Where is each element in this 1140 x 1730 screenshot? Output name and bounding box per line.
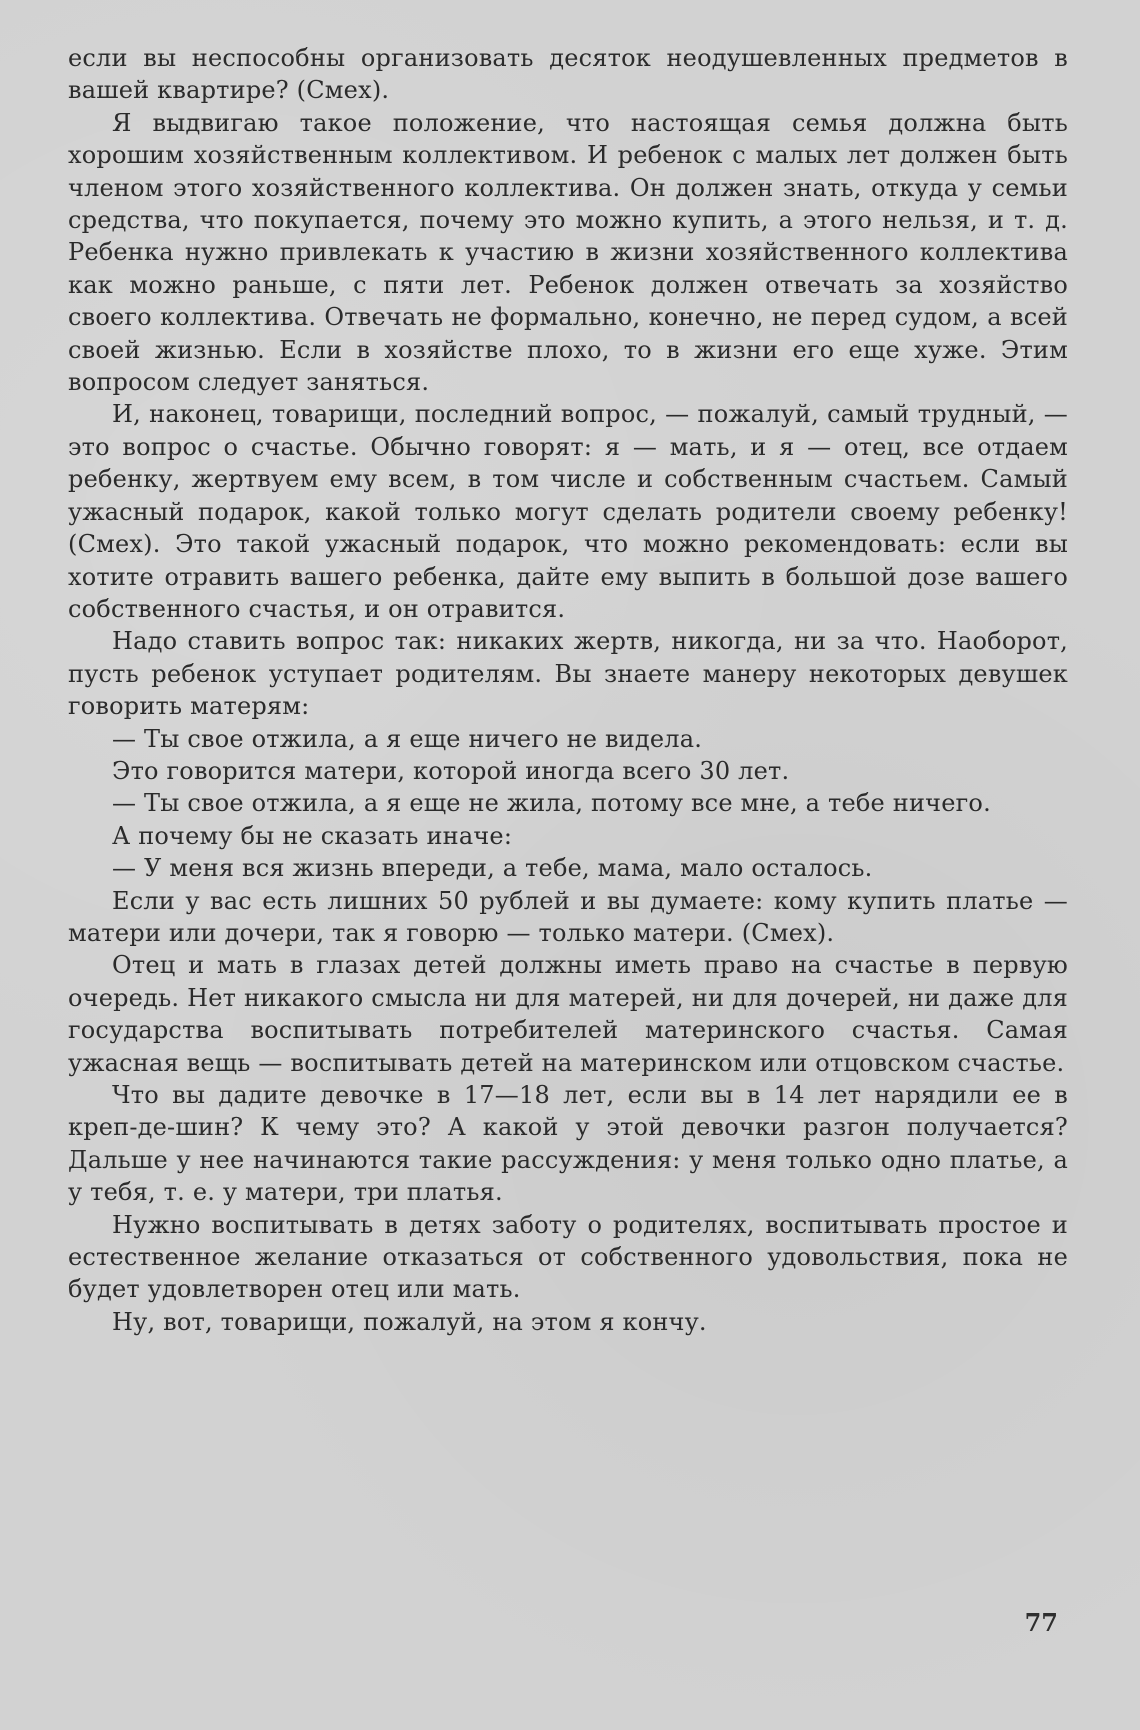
paragraph: Я выдвигаю такое положение, что настоящая семья должна быть хорошим хозяйственным коллективом. И ребенок с малых лет должен быть членом этого хозяйственного коллектива. Он должен знать, откуда у семьи средства, что покупается, почему это можно купить, а этого нельзя, и т. д. Ребенка нужно привлекать к участию в жизни хозяйственного коллектива как можно раньше, с пяти лет. Ребенок должен отвечать за хозяйство своего коллектива. Отвечать не формально, конечно, не перед судом, а всей своей жизнью. Если в хозяйстве плохо, то в жизни его еще хуже. Этим вопросом следует заняться. [68, 108, 1068, 397]
paragraph: Что вы дадите девочке в 17—18 лет, если вы в 14 лет нарядили ее в креп-де-шин? К чему это? А какой у этой девочки разгон получается? Дальше у нее начинаются такие рассуждения: у меня только одно платье, а у тебя, т. е. у матери, три платья. [68, 1081, 1068, 1207]
dialogue-line: — Ты свое отжила, а я еще ничего не видела. [112, 724, 703, 753]
paragraph: А почему бы не сказать иначе: [112, 821, 513, 850]
paragraph: если вы неспособны организовать десяток неодушевленных предметов в вашей квартире? (Смех). [68, 44, 1068, 105]
paragraph: И, наконец, товарищи, последний вопрос, — пожалуй, самый трудный, — это вопрос о счастье. Обычно говорят: я — мать, и я — отец, все отдаем ребенку, жертвуем ему всем, в том числе и собственным счастьем. Самый ужасный подарок, какой только могут сделать родители своему ребенку! (Смех). Это такой ужасный подарок, что можно рекомендовать: если вы хотите отравить вашего ребенка, дайте ему выпить в большой дозе вашего собственного счастья, и он отравится. [68, 400, 1068, 623]
paragraph: Отец и мать в глазах детей должны иметь право на счастье в первую очередь. Нет никакого смысла ни для матерей, ни для дочерей, ни даже для государства воспитывать потребителей материнского счастья. Самая ужасная вещь — воспитывать детей на материнском или отцовском счастье. [68, 951, 1068, 1077]
dialogue-line: — У меня вся жизнь впереди, а тебе, мама, мало осталось. [112, 854, 873, 883]
paragraph: Это говорится матери, которой иногда всего 30 лет. [112, 756, 790, 785]
page-number: 77 [1024, 1608, 1058, 1637]
paragraph: Нужно воспитывать в детях заботу о родителях, воспитывать простое и естественное желание отказаться от собственного удовольствия, пока не будет удовлетворен отец или мать. [68, 1210, 1068, 1304]
paragraph: Надо ставить вопрос так: никаких жертв, никогда, ни за что. Наоборот, пусть ребенок уступает родителям. Вы знаете манеру некоторых девушек говорить матерям: [68, 627, 1068, 721]
paragraph: Если у вас есть лишних 50 рублей и вы думаете: кому купить платье — матери или дочери, так я говорю — только матери. (Смех). [68, 886, 1068, 947]
closing-line: Ну, вот, товарищи, пожалуй, на этом я кончу. [112, 1307, 707, 1336]
dialogue-line: — Ты свое отжила, а я еще не жила, потому все мне, а тебе ничего. [112, 789, 991, 818]
page-body-text [68, 42, 1068, 1338]
